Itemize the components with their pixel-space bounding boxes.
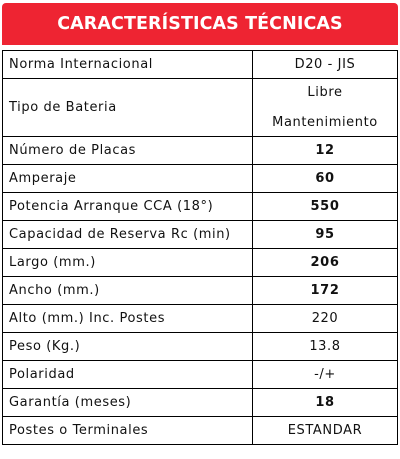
row-label: Potencia Arranque CCA (18°) (3, 193, 253, 221)
row-value: ESTANDAR (253, 417, 398, 445)
table-row-polaridad (3, 361, 398, 389)
row-label: Ancho (mm.) (3, 277, 253, 305)
row-value (253, 79, 398, 137)
row-value: 18 (253, 389, 398, 417)
table-row-ancho (3, 277, 398, 305)
row-label: Polaridad (3, 361, 253, 389)
row-label: Norma Internacional (3, 51, 253, 79)
row-label: Garantía (meses) (3, 389, 253, 417)
table-row-cca (3, 193, 398, 221)
row-value: 220 (253, 305, 398, 333)
table-row-norma (3, 51, 398, 79)
row-label: Capacidad de Reserva Rc (min) (3, 221, 253, 249)
row-value: 550 (253, 193, 398, 221)
table-row-postes (3, 417, 398, 445)
row-value: 206 (253, 249, 398, 277)
table-row-alto (3, 305, 398, 333)
header-title: CARACTERÍSTICAS TÉCNICAS (57, 14, 343, 34)
row-label: Postes o Terminales (3, 417, 253, 445)
row-value: 13.8 (253, 333, 398, 361)
table-row-tipo-bateria (3, 79, 398, 137)
table-row-largo (3, 249, 398, 277)
table-row-amperaje (3, 165, 398, 193)
row-label: Largo (mm.) (3, 249, 253, 277)
row-value: 95 (253, 221, 398, 249)
table-row-reserva (3, 221, 398, 249)
row-value: -/+ (253, 361, 398, 389)
row-label: Número de Placas (3, 137, 253, 165)
row-value: 12 (253, 137, 398, 165)
specs-table (2, 50, 398, 445)
row-label: Peso (Kg.) (3, 333, 253, 361)
row-value-line-1: Libre (307, 84, 343, 100)
row-value: D20 - JIS (253, 51, 398, 79)
row-label: Alto (mm.) Inc. Postes (3, 305, 253, 333)
row-value-line-2: Mantenimiento (272, 114, 378, 130)
table-row-peso (3, 333, 398, 361)
header-banner (2, 3, 398, 45)
table-row-garantia (3, 389, 398, 417)
row-label: Amperaje (3, 165, 253, 193)
row-value: 172 (253, 277, 398, 305)
row-value: 60 (253, 165, 398, 193)
row-label: Tipo de Bateria (3, 79, 253, 137)
table-row-placas (3, 137, 398, 165)
